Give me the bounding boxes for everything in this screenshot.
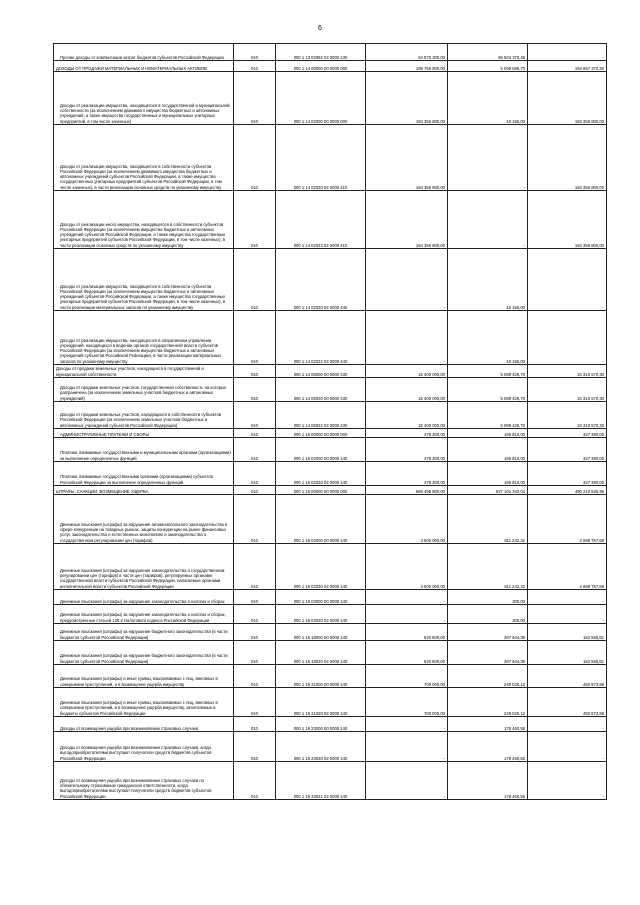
row-name: Доходы от продажи земельных участков, находящихся в государственной и муниципальной собственности (54, 365, 234, 378)
row-name: Денежные взыскания (штрафы) за нарушение законодательства о налогах и сборах (54, 590, 234, 605)
row-remaining-amount: 450 973,88 (528, 665, 607, 688)
row-budget-classification-code: 000 1 14 02020 02 0000 440 (276, 249, 366, 311)
row-budget-classification-code: 000 1 15 02000 00 0000 140 (276, 438, 366, 462)
row-line-code: 010 (234, 624, 276, 641)
table-row (54, 688, 607, 717)
row-line-code: 010 (234, 688, 276, 717)
row-remaining-amount: 10 310 570,30 (528, 365, 607, 378)
row-executed-amount: 178 460,55 (448, 762, 528, 800)
row-executed-amount: 10 156,00 (448, 249, 528, 311)
row-budget-classification-code: 000 1 16 00000 00 0000 000 (276, 486, 366, 495)
row-name: Доходы от продажи земельных участков, государственная собственность на которые разграничена (за исключением земельных участков бюджетных и автономных учреждений) (54, 378, 234, 402)
row-remaining-amount: 2 688 757,68 (528, 495, 607, 544)
row-approved-amount: - (366, 311, 448, 365)
table-row (54, 402, 607, 429)
row-line-code: 010 (234, 72, 276, 125)
row-executed-amount: - (448, 125, 528, 191)
row-approved-amount: 520 500,00 (366, 641, 448, 665)
table-row (54, 486, 607, 495)
row-budget-classification-code: 000 1 16 21000 00 0000 140 (276, 665, 366, 688)
row-budget-classification-code: 000 1 14 02000 00 0000 000 (276, 72, 366, 125)
table-row (54, 717, 607, 732)
row-remaining-amount: 184 356 800,00 (528, 191, 607, 249)
row-executed-amount: 10 156,00 (448, 72, 528, 125)
table-row (54, 762, 607, 800)
row-name: Денежные взыскания (штрафы) за нарушение бюджетного законодательства (в части бюджетов субъектов Российской Федерации) (54, 641, 234, 665)
row-remaining-amount: 490 210 535,96 (528, 486, 607, 495)
row-executed-amount: 150 910,00 (448, 438, 528, 462)
row-name: Денежные взыскания (штрафы) за нарушение антимонопольного законодательства в сфере конкуренции на товарных рынках, защиты конкуренции на рынке финансовых услуг, законодательства о естественных монополиях и законодательства о государственном регулировании цен (тарифов) (54, 495, 234, 544)
row-budget-classification-code: 000 1 14 00000 00 0000 000 (276, 61, 366, 72)
row-approved-amount: - (366, 249, 448, 311)
table-row (54, 365, 607, 378)
table-row (54, 665, 607, 688)
row-remaining-amount: 10 310 570,30 (528, 378, 607, 402)
table-row (54, 191, 607, 249)
row-approved-amount: - (366, 732, 448, 762)
table-row (54, 462, 607, 486)
row-approved-amount: - (366, 762, 448, 800)
row-remaining-amount: 327 390,00 (528, 429, 607, 438)
row-name: Доходы от реализации имущества, находящегося в государственной и муниципальной собственности (за исключением движимого имущества бюджетных и автономных учреждений, а также имущества государственных и муниципальных унитарных предприятий, в том числе казенных) (54, 72, 234, 125)
row-name: Денежные взыскания (штрафы) за нарушение законодательства о налогах и сборах, предусмотренные статьей 129.2 Налогового кодекса Российской Федерации (54, 605, 234, 624)
row-line-code: 010 (234, 590, 276, 605)
row-name: ШТРАФЫ, САНКЦИИ, ВОЗМЕЩЕНИЕ УЩЕРБА (54, 486, 234, 495)
row-line-code: 010 (234, 438, 276, 462)
row-budget-classification-code: 000 1 16 03020 02 0000 140 (276, 605, 366, 624)
row-budget-classification-code: 000 1 16 23020 02 0000 140 (276, 732, 366, 762)
row-executed-amount: 65 504 379,45 (448, 44, 528, 61)
row-remaining-amount: 327 390,00 (528, 438, 607, 462)
table-row (54, 438, 607, 462)
row-name: Доходы от возмещения ущерба при возникновении страховых случаев (54, 717, 234, 732)
row-remaining-amount: 450 973,88 (528, 688, 607, 717)
row-budget-classification-code: 000 1 14 02023 02 0000 410 (276, 191, 366, 249)
row-remaining-amount: - (528, 249, 607, 311)
table-row (54, 544, 607, 590)
row-remaining-amount: 327 390,00 (528, 462, 607, 486)
row-line-code: 010 (234, 61, 276, 72)
row-name: Доходы от возмещения ущерба при возникновении страховых случаев, когда выгодоприобретателями выступают получатели средств бюджетов субъектов Российской Федерации (54, 732, 234, 762)
row-approved-amount: 3 500 000,00 (366, 495, 448, 544)
row-approved-amount: 184 356 800,00 (366, 72, 448, 125)
row-executed-amount: 10 156,00 (448, 311, 528, 365)
row-executed-amount: 178 460,55 (448, 717, 528, 732)
table-row (54, 732, 607, 762)
row-budget-classification-code: 000 1 16 03000 00 0000 140 (276, 590, 366, 605)
row-name: Доходы от возмещения ущерба при возникновении страховых случаев по обязательному страхованию гражданской ответственности, когда выгодоприобретателями выступают получатели средств бюджетов субъектов Российской Федерации (54, 762, 234, 800)
row-executed-amount: 5 089 429,70 (448, 365, 528, 378)
row-approved-amount: 669 495 500,00 (366, 486, 448, 495)
row-line-code: 010 (234, 732, 276, 762)
row-line-code: 010 (234, 717, 276, 732)
row-executed-amount: 150 910,00 (448, 429, 528, 438)
row-executed-amount: 811 242,32 (448, 495, 528, 544)
revenue-table (53, 43, 607, 800)
row-budget-classification-code: 000 1 15 02020 02 0000 140 (276, 462, 366, 486)
row-remaining-amount: - (528, 762, 607, 800)
row-line-code: 010 (234, 462, 276, 486)
row-executed-amount: 811 242,32 (448, 544, 528, 590)
table-row (54, 641, 607, 665)
row-line-code: 010 (234, 605, 276, 624)
row-budget-classification-code: 000 1 14 02020 02 0000 410 (276, 125, 366, 191)
row-remaining-amount: 184 356 800,00 (528, 72, 607, 125)
table-row (54, 249, 607, 311)
row-line-code: 010 (234, 125, 276, 191)
row-name: Денежные взыскания (штрафы) и иные суммы, взыскиваемые с лиц, виновных в совершении преступлений, и в возмещение ущерба имуществу (54, 665, 234, 688)
row-budget-classification-code: 000 1 15 00000 00 0000 000 (276, 429, 366, 438)
row-name: Доходы от реализации имущества, находящегося в собственности субъектов Российской Федерации (за исключением движимого имущества бюджетных и автономных учреждений субъектов Российской Федерации, а также имущества государственных унитарных предприятий субъектов Российской Федерации, в том числе казенных), в части реализации основных средств по указанному имуществу (54, 125, 234, 191)
row-name: Денежные взыскания (штрафы) за нарушение бюджетного законодательства (в части бюджетов субъектов Российской Федерации) (54, 624, 234, 641)
row-approved-amount: - (366, 590, 448, 605)
row-line-code: 010 (234, 544, 276, 590)
row-remaining-amount: 184 356 800,00 (528, 125, 607, 191)
table-row (54, 72, 607, 125)
row-name: Доходы от реализации имущества, находящегося в собственности субъектов Российской Федерации (за исключением имущества бюджетных и автономных учреждений субъектов Российской Федерации, а также имущества государственных унитарных предприятий субъектов Российской Федерации, в том числе казенных), в части реализации материальных запасов по указанному имуществу (54, 249, 234, 311)
row-budget-classification-code: 000 1 16 18000 00 0000 140 (276, 624, 366, 641)
row-budget-classification-code: 000 1 16 23021 02 0000 140 (276, 762, 366, 800)
row-approved-amount: 15 400 000,00 (366, 402, 448, 429)
row-line-code: 010 (234, 191, 276, 249)
table-row (54, 624, 607, 641)
row-executed-amount: 367 944,39 (448, 641, 528, 665)
row-line-code: 010 (234, 402, 276, 429)
row-executed-amount: 5 089 429,70 (448, 378, 528, 402)
table-row (54, 125, 607, 191)
row-budget-classification-code: 000 1 14 06020 00 0000 430 (276, 378, 366, 402)
row-name: Доходы от реализации имущества, находящегося в оперативном управлении учреждений, находящихся в ведении органов государственной власти субъектов Российской Федерации (за исключением имущества бюджетных и автономных учреждений субъектов Российской Federации), в части реализации материальных запасов по указанному имуществу (54, 311, 234, 365)
row-approved-amount: 3 500 000,00 (366, 544, 448, 590)
row-line-code: 010 (234, 249, 276, 311)
row-approved-amount: 520 500,00 (366, 624, 448, 641)
row-budget-classification-code: 000 1 16 18020 02 0000 140 (276, 641, 366, 665)
table-row (54, 44, 607, 61)
table-row (54, 590, 607, 605)
table-row (54, 495, 607, 544)
row-budget-classification-code: 000 1 16 02000 00 0000 140 (276, 495, 366, 544)
row-line-code: 010 (234, 365, 276, 378)
row-executed-amount: 249 026,12 (448, 665, 528, 688)
row-executed-amount: 367 944,39 (448, 624, 528, 641)
row-name: Прочие доходы от компенсации затрат бюджетов субъектов Российской Федерации (54, 44, 234, 61)
row-budget-classification-code: 000 1 16 21020 02 0000 140 (276, 688, 366, 717)
row-remaining-amount: 2 688 757,68 (528, 544, 607, 590)
row-line-code: 010 (234, 762, 276, 800)
row-budget-classification-code: 000 1 14 02022 02 0000 440 (276, 311, 366, 365)
row-approved-amount: 15 400 000,00 (366, 365, 448, 378)
row-remaining-amount: - (528, 605, 607, 624)
row-approved-amount: 478 300,00 (366, 462, 448, 486)
page-number: 6 (318, 25, 322, 32)
row-remaining-amount: - (528, 44, 607, 61)
row-approved-amount: 478 300,00 (366, 438, 448, 462)
row-remaining-amount: - (528, 590, 607, 605)
row-line-code: 010 (234, 44, 276, 61)
table-row (54, 61, 607, 72)
table-row (54, 605, 607, 624)
row-budget-classification-code: 000 1 14 06022 02 0000 430 (276, 402, 366, 429)
table-row (54, 429, 607, 438)
row-line-code: 010 (234, 378, 276, 402)
row-name: Денежные взыскания (штрафы) и иные суммы, взыскиваемые с лиц, виновных в совершении преступлений, и в возмещение ущерба имуществу, зачисляемые в бюджеты субъектов Российской Федерации (54, 688, 234, 717)
row-line-code: 010 (234, 495, 276, 544)
row-line-code: 010 (234, 429, 276, 438)
row-approved-amount: 700 000,00 (366, 665, 448, 688)
row-executed-amount: 300,00 (448, 605, 528, 624)
row-budget-classification-code: 000 1 14 06000 00 0000 430 (276, 365, 366, 378)
row-approved-amount: 199 756 800,00 (366, 61, 448, 72)
revenue-table-body (54, 44, 607, 800)
row-budget-classification-code: 000 1 16 23000 00 0000 140 (276, 717, 366, 732)
row-executed-amount: 300,00 (448, 590, 528, 605)
table-row (54, 378, 607, 402)
row-name: ДОХОДЫ ОТ ПРОДАЖИ МАТЕРИАЛЬНЫХ И НЕМАТЕРИАЛЬНЫХ АКТИВОВ (54, 61, 234, 72)
row-approved-amount: 478 300,00 (366, 429, 448, 438)
row-approved-amount: 15 400 000,00 (366, 378, 448, 402)
row-name: Платежи, взимаемые государственными и муниципальными органами (организациями) за выполнение определенных функций (54, 438, 234, 462)
row-approved-amount: 184 356 800,00 (366, 191, 448, 249)
table-row (54, 311, 607, 365)
row-executed-amount: 5 089 429,70 (448, 402, 528, 429)
row-name: Доходы от продажи земельных участков, находящихся в собственности субъектов Российской Федерации (за исключением земельных участков бюджетных и автономных учреждений субъектов Российской Федерации) (54, 402, 234, 429)
row-remaining-amount: 10 310 570,30 (528, 402, 607, 429)
row-budget-classification-code: 000 1 16 02030 02 0000 140 (276, 544, 366, 590)
row-name: Денежные взыскания (штрафы) за нарушение законодательства о государственном регулировании цен (тарифов) в части цен (тарифов), регулируемых органами государственной власти субъектов Российской Федерации, налагаемые органами исполнительной власти субъектов Российской Федерации (54, 544, 234, 590)
row-executed-amount: 150 910,00 (448, 462, 528, 486)
row-remaining-amount: - (528, 311, 607, 365)
row-remaining-amount: - (528, 732, 607, 762)
row-executed-amount: - (448, 191, 528, 249)
row-executed-amount: 537 101 343,04 (448, 486, 528, 495)
row-approved-amount: - (366, 717, 448, 732)
row-approved-amount: - (366, 605, 448, 624)
row-remaining-amount: - (528, 717, 607, 732)
row-executed-amount: 5 099 585,70 (448, 61, 528, 72)
row-approved-amount: 54 875 300,00 (366, 44, 448, 61)
row-executed-amount: 178 460,55 (448, 732, 528, 762)
row-line-code: 010 (234, 641, 276, 665)
row-remaining-amount: 194 657 370,30 (528, 61, 607, 72)
row-remaining-amount: 152 555,61 (528, 624, 607, 641)
row-name: Платежи, взимаемые государственными органами (организациями) субъектов Российской Федерации за выполнение определенных функций (54, 462, 234, 486)
row-line-code: 010 (234, 486, 276, 495)
row-executed-amount: 249 026,12 (448, 688, 528, 717)
row-line-code: 010 (234, 665, 276, 688)
row-approved-amount: 700 000,00 (366, 688, 448, 717)
row-name: Доходы от реализации иного имущества, находящегося в собственности субъектов Российской Федерации (за исключением имущества бюджетных и автономных учреждений субъектов Российской Федерации, а также имущества государственных унитарных предприятий субъектов Российской Федерации, в том числе казенных), в части реализации основных средств по указанному имуществу (54, 191, 234, 249)
row-line-code: 010 (234, 311, 276, 365)
row-name: АДМИНИСТРАТИВНЫЕ ПЛАТЕЖИ И СБОРЫ (54, 429, 234, 438)
row-remaining-amount: 152 555,61 (528, 641, 607, 665)
row-budget-classification-code: 000 1 13 02992 02 0000 130 (276, 44, 366, 61)
row-approved-amount: 184 356 800,00 (366, 125, 448, 191)
